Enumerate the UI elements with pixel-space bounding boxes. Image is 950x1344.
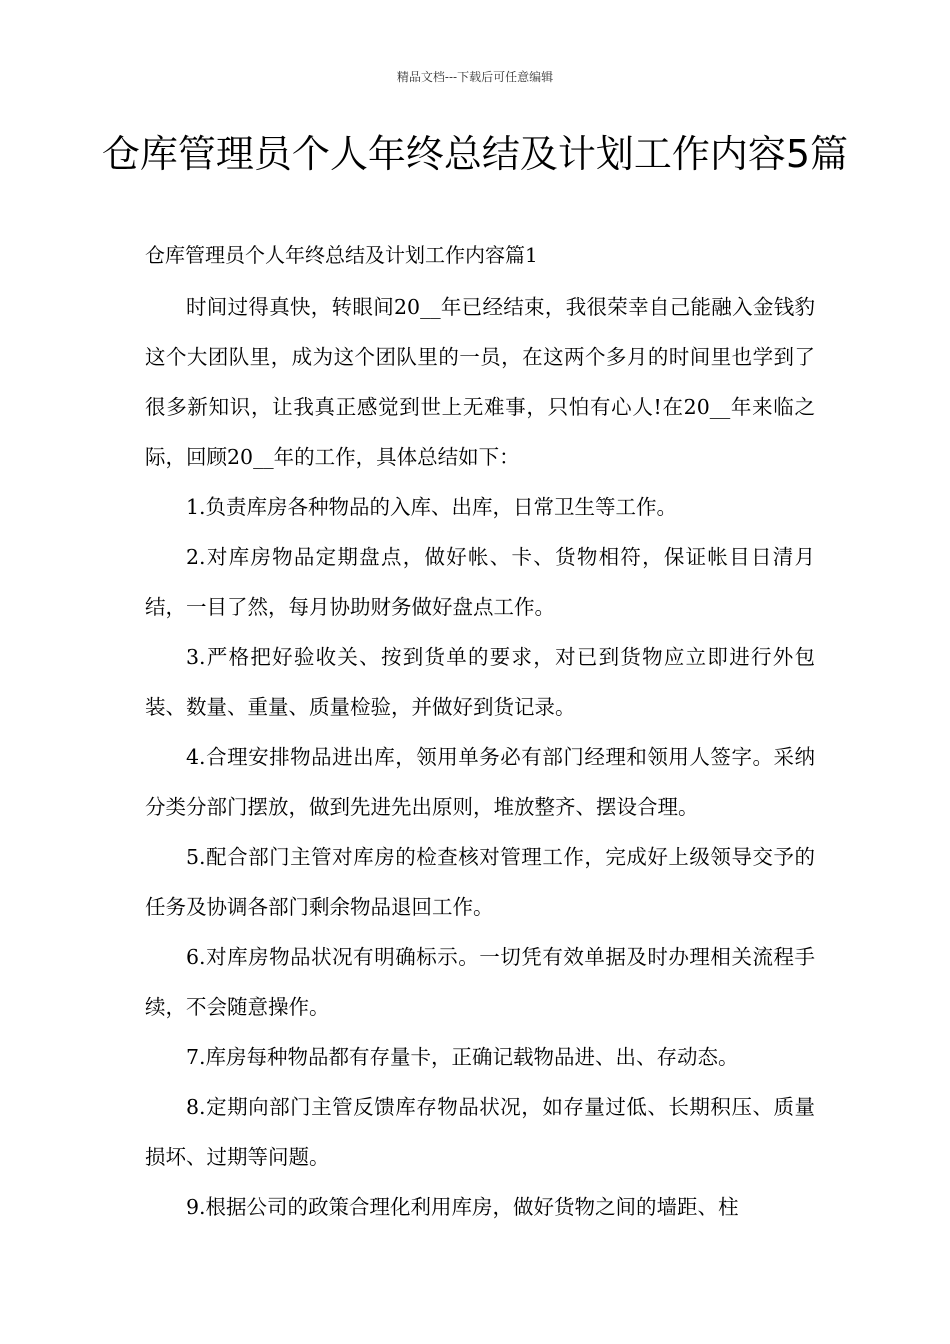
paragraph: 5.配合部门主管对库房的检查核对管理工作，完成好上级领导交予的任务及协调各部门剩余物品退回工作。: [145, 845, 815, 919]
paragraph: 9.根据公司的政策合理化利用库房，做好货物之间的墙距、柱: [186, 1195, 739, 1219]
body-text: [145, 282, 815, 1232]
header-note: 精品文档---下载后可任意编辑: [396, 70, 554, 84]
section-heading: 仓库管理员个人年终总结及计划工作内容篇1: [145, 243, 538, 267]
document-title: 仓库管理员个人年终总结及计划工作内容5篇: [101, 132, 849, 176]
paragraph: 7.库房每种物品都有存量卡，正确记载物品进、出、存动态。: [186, 1045, 739, 1069]
paragraph: 1.负责库房各种物品的入库、出库，日常卫生等工作。: [186, 495, 678, 519]
paragraph: 8.定期向部门主管反馈库存物品状况，如存量过低、长期积压、质量损坏、过期等问题。: [145, 1095, 815, 1169]
paragraph: 6.对库房物品状况有明确标示。一切凭有效单据及时办理相关流程手续，不会随意操作。: [145, 945, 815, 1019]
paragraph: 4.合理安排物品进出库，领用单务必有部门经理和领用人签字。采纳分类分部门摆放，做到先进先出原则，堆放整齐、摆设合理。: [145, 745, 815, 819]
paragraph: 3.严格把好验收关、按到货单的要求，对已到货物应立即进行外包装、数量、重量、质量检验，并做好到货记录。: [145, 645, 815, 719]
paragraph: 时间过得真快，转眼间20__年已经结束，我很荣幸自己能融入金钱豹这个大团队里，成为这个团队里的一员，在这两个多月的时间里也学到了很多新知识，让我真正感觉到世上无难事，只怕有心人!在20__年来临之际，回顾20__年的工作，具体总结如下：: [145, 295, 815, 469]
paragraph: 2.对库房物品定期盘点，做好帐、卡、货物相符，保证帐目日清月结，一目了然，每月协助财务做好盘点工作。: [145, 545, 815, 619]
